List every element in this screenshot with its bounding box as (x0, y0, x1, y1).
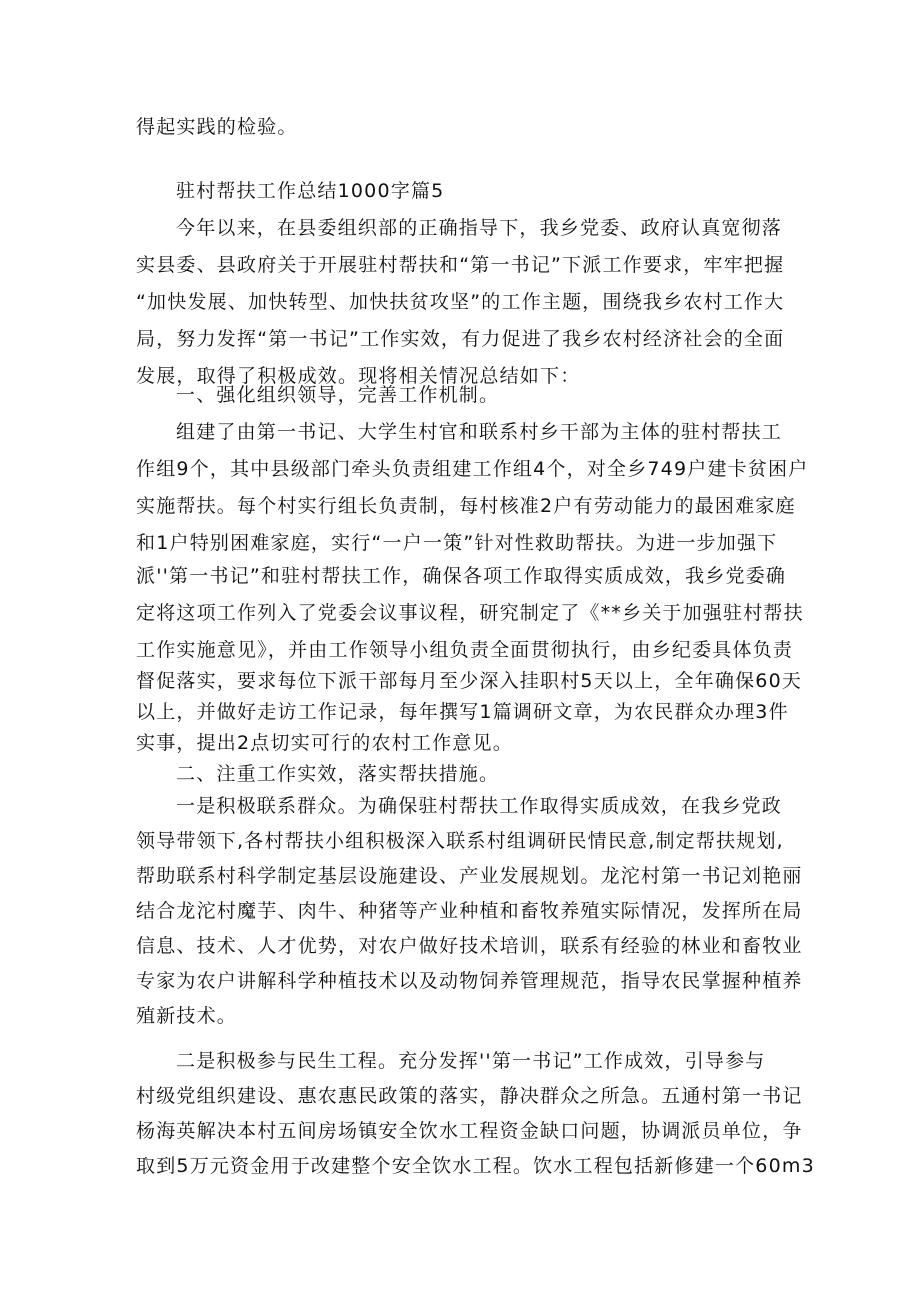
text-line: 发展，取得了积极成效。现将相关情况总结如下： (136, 365, 581, 387)
text-line: 派''第一书记”和驻村帮扶工作，确保各项工作取得实质成效，我乡党委确 (136, 565, 787, 587)
text-line: 局，努力发挥“第一书记”工作实效，有力促进了我乡农村经济社会的全面 (136, 328, 785, 350)
section-heading: 驻村帮扶工作总结1000字篇5 (176, 180, 445, 202)
text-line: 实县委、县政府关于开展驻村帮扶和“第一书记”下派工作要求，牢牢把握 (136, 254, 785, 276)
text-line: 得起实践的检验。 (136, 116, 298, 138)
text-line: 取到5万元资金用于改建整个安全饮水工程。饮水工程包括新修建一个60m3 (136, 1155, 815, 1177)
text-line: 今年以来，在县委组织部的正确指导下，我乡党委、政府认真宽彻落 (176, 217, 783, 239)
text-line: 以上，并做好走访工作记录，每年撰写1篇调研文章，为农民群众办理3件 (136, 701, 789, 723)
text-line: 结合龙沱村魔芋、肉牛、种猪等产业种植和畜牧养殖实际情况，发挥所在局 (136, 900, 803, 922)
text-line: 定将这项工作列入了党委会议事议程，研究制定了《**乡关于加强驻村帮扶 (136, 602, 804, 624)
text-line: 组建了由第一书记、大学生村官和联系村乡干部为主体的驻村帮扶工 (176, 421, 783, 443)
text-line: 实施帮扶。每个村实行组长负责制，每村核准2户有劳动能力的最困难家庭 (136, 495, 796, 517)
text-line: 督促落实，要求每位下派干部每月至少深入挂职村5天以上，全年确保60天 (136, 670, 803, 692)
text-line: 作组9个，其中县级部门牵头负责组建工作组4个，对全乡749户建卡贫困户 (136, 458, 809, 480)
text-line: 帮助联系村科学制定基层设施建设、产业发展规划。龙沱村第一书记刘艳丽 (136, 865, 803, 887)
text-line: 二是积极参与民生工程。充分发挥''第一书记”工作成效，引导参与 (176, 1050, 766, 1072)
text-line: 二、注重工作实效，落实帮扶措施。 (176, 763, 500, 785)
text-line: 实事，提出2点切实可行的农村工作意见。 (136, 732, 513, 754)
text-line: 村级党组织建设、惠农惠民政策的落实，静决群众之所急。五通村第一书记 (136, 1085, 803, 1107)
text-line: 一、强化组织领导，完善工作机制。 (176, 384, 500, 406)
text-line: 一是积极联系群众。为确保驻村帮扶工作取得实质成效，在我乡党政 (176, 795, 783, 817)
text-line: 专家为农户讲解科学种植技术以及动物饲养管理规范，指导农民掌握种植养 (136, 970, 803, 992)
text-line: 工作实施意见》，并由工作领导小组负责全面贯彻执行，由乡纪委具体负责 (136, 639, 794, 661)
text-line: 信息、技术、人才优势，对农户做好技术培训，联系有经验的林业和畜牧业 (136, 935, 803, 957)
text-line: 领导带领下,各村帮扶小组积极深入联系村组调研民情民意,制定帮扶规划, (136, 830, 784, 852)
text-line: 杨海英解决本村五间房场镇安全饮水工程资金缺口问题，协调派员单位，争 (136, 1120, 803, 1142)
text-line: 殖新技术。 (136, 1005, 238, 1027)
text-line: “加快发展、加快转型、加快扶贫攻坚”的工作主题，围绕我乡农村工作大 (136, 291, 785, 313)
text-line: 和1户特别困难家庭，实行“一户一策”针对性救助帮扶。为进一步加强下 (136, 532, 778, 554)
